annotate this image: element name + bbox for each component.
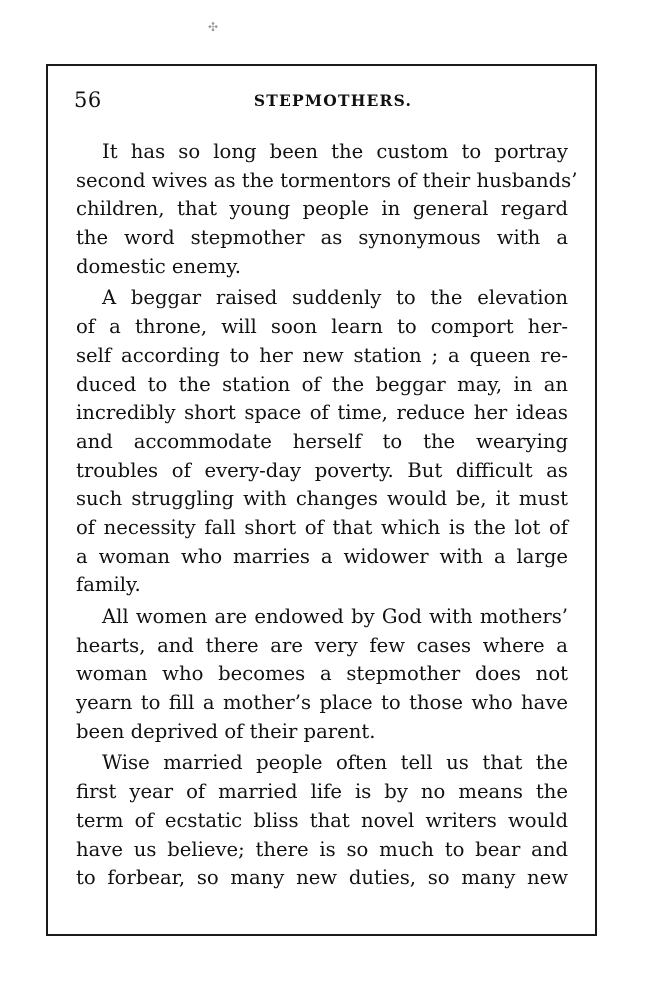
page-number: 56 [74, 88, 102, 112]
text-line: first year of married life is by no means the [76, 780, 568, 804]
text-line: children, that young people in general regard [76, 197, 568, 221]
text-line: family. [76, 573, 141, 597]
text-line: yearn to fill a mother’s place to those who have [76, 691, 568, 715]
text-line: and accommodate herself to the wearying [76, 429, 568, 453]
text-line: hearts, and there are very few cases where a [76, 633, 568, 657]
text-line: the word stepmother as synonymous with a [76, 226, 568, 250]
text-line: second wives as the tormentors of their husbands’ [76, 168, 578, 192]
ink-speck: ✣ [208, 20, 219, 34]
paragraph [76, 603, 568, 746]
text-line: self according to her new station ; a queen re- [76, 343, 568, 367]
text-line: incredibly short space of time, reduce her ideas [76, 401, 568, 425]
text-line: to forbear, so many new duties, so many new [76, 866, 568, 890]
text-line: troubles of every-day poverty. But difficult as [76, 458, 568, 482]
text-line: a woman who marries a widower with a large [76, 544, 568, 568]
text-line: have us believe; there is so much to bear and [76, 837, 568, 861]
text-line: It has so long been the custom to portray [102, 140, 568, 163]
text-line: such struggling with changes would be, it must [76, 487, 568, 511]
running-title: STEPMOTHERS. [253, 91, 413, 110]
text-line: been deprived of their parent. [76, 719, 376, 743]
text-line: woman who becomes a stepmother does not [76, 662, 568, 686]
text-line: A beggar raised suddenly to the elevation [102, 286, 568, 310]
text-line: of necessity fall short of that which is the lot of [76, 515, 568, 539]
paragraph [76, 138, 578, 281]
text-line: Wise married people often tell us that the [102, 751, 568, 775]
text-line: All women are endowed by God with mothers’ [102, 605, 568, 628]
paragraph [76, 284, 568, 600]
text-line: term of ecstatic bliss that novel writers would [76, 808, 568, 832]
page-header [74, 88, 574, 118]
text-line: of a throne, will soon learn to comport her- [76, 315, 568, 339]
text-line: duced to the station of the beggar may, in an [76, 372, 568, 396]
paragraph [76, 749, 568, 892]
text-line: domestic enemy. [76, 254, 241, 278]
body-text [76, 138, 578, 896]
